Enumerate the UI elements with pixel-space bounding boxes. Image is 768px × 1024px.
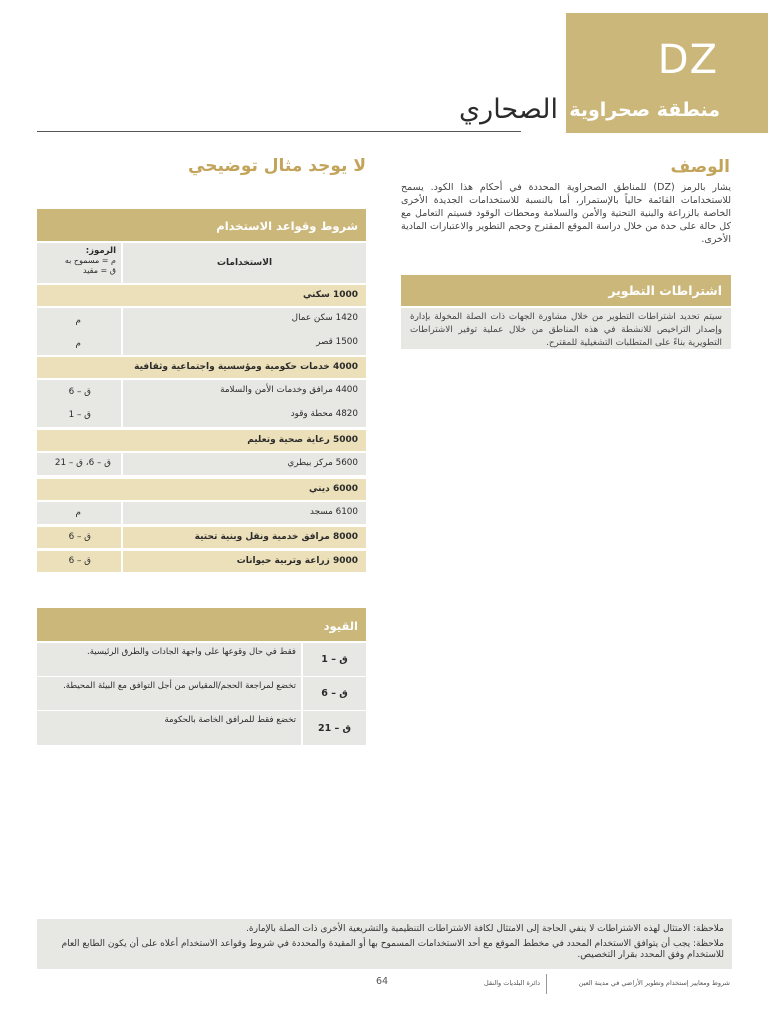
keys-box-1000	[37, 308, 121, 355]
key-1500: م	[75, 339, 81, 349]
use-5600: 5600 مركز بيطري	[287, 458, 358, 468]
note-site-plan: ملاحظة: يجب أن يتوافق الاستخدام المحدد في مخطط الموقع مع أحد الاستخدامات المسموح بها أو المقيدة والمحددة في شروط وقواعد الاستخدام أعلاه على أن يكون الطابع العام للاستخدام وفق المحدد بقرار التخصيص.	[61, 939, 724, 960]
restriction-row	[37, 643, 366, 676]
category-6000: 6000 ديني	[37, 479, 366, 500]
restriction-text: فقط في حال وقوعها على واجهة الجادات والطرق الرئيسية.	[87, 647, 296, 657]
category-5000: 5000 رعاية صحية وتعليم	[37, 430, 366, 451]
category-9000: 9000 زراعة وتربية حيوانات	[123, 551, 366, 572]
use-1420: 1420 سكن عمال	[291, 313, 358, 323]
restriction-text: تخضع لمراجعة الحجم/المقياس من أجل التوافق مع البيئة المحيطة.	[63, 681, 296, 691]
uses-table-header: شروط وقواعد الاستخدام	[37, 209, 366, 241]
zone-code-box	[566, 13, 768, 133]
key-8000: ق – 6	[68, 532, 91, 542]
keys-box-4000	[37, 380, 121, 427]
items-box-4000	[123, 380, 366, 427]
development-text: سيتم تحديد اشتراطات التطوير من خلال مشاورة الجهات ذات الصلة المخولة بإدارة وإصدار التراخيص للانشطة في هذه المناطق من خلال عملية توفير الاشتراطات التطويرية بناءً على المتطلبات التشغيلية للمقترح.	[401, 308, 731, 349]
restriction-row	[37, 677, 366, 710]
restriction-code: ق – 1	[301, 643, 366, 676]
page-number: 64	[376, 976, 389, 987]
footer-separator	[546, 974, 547, 994]
key-9000: ق – 6	[68, 556, 91, 566]
key-legend	[37, 243, 121, 283]
restriction-code: ق – 6	[301, 677, 366, 710]
category-1000: 1000 سكني	[37, 285, 366, 306]
zone-name: منطقة صحراوية	[569, 99, 720, 121]
description-text: يشار بالرمز (DZ) للمناطق الصحراوية المحددة في أحكام هذا الكود. يسمح للاستخدامات القائمة حالياً بالإستمرار، أما بالنسبة للاستخدامات الجديدة الأخرى الخاصة بالزراعة والبنية التحتية والأمن والسلامة ومحطات الوقود فسيتم التعامل مع كل حالة على حدة من خلال دراسة الموقع المقترح وحجم التطوير والاعتبارات المادية الأخرى.	[401, 182, 731, 245]
key-4820: ق – 1	[68, 410, 91, 420]
development-header: اشتراطات التطوير	[401, 275, 731, 306]
footer-document-title: شروط ومعايير إستخدام وتطوير الأراضي في مدينة العين	[578, 979, 730, 987]
page-title: الصحاري	[459, 94, 558, 125]
keys-box-6000	[37, 502, 121, 524]
use-6100: 6100 مسجد	[309, 507, 358, 517]
restriction-row	[37, 711, 366, 745]
restrictions-header: القيود	[37, 608, 366, 641]
notes-box	[37, 919, 732, 969]
description-title: الوصف	[670, 157, 730, 177]
title-underline	[37, 131, 521, 132]
use-4820: 4820 محطة وقود	[290, 409, 358, 419]
uses-column-header: الاستخدامات	[123, 243, 366, 283]
restriction-text: تخضع فقط للمرافق الخاصة بالحكومة	[164, 715, 296, 725]
use-1500: 1500 قصر	[316, 337, 358, 347]
keys-box-8000	[37, 527, 121, 548]
key-conditional: ق = مقيد	[83, 266, 116, 275]
keys-box-9000	[37, 551, 121, 572]
key-1420: م	[75, 316, 81, 326]
footer-department: دائرة البلديات والنقل	[484, 979, 540, 987]
page-footer	[0, 972, 768, 1002]
note-compliance: ملاحظة: الامتثال لهذه الاشتراطات لا ينفي الحاجة إلى الامتثال لكافة الاشتراطات التنظيمية والتشريعية الأخرى ذات الصلة بالإمارة.	[246, 924, 724, 934]
key-5600: ق – 6، ق – 21	[54, 458, 111, 468]
category-4000: 4000 خدمات حكومية ومؤسسية واجتماعية وثقافية	[37, 357, 366, 378]
restriction-code: ق – 21	[301, 711, 366, 745]
use-4400: 4400 مرافق وخدمات الأمن والسلامة	[220, 385, 358, 395]
zone-code: DZ	[657, 37, 718, 83]
items-box-1000	[123, 308, 366, 355]
key-4400: ق – 6	[68, 387, 91, 397]
key-permitted: م = مسموح به	[64, 256, 116, 265]
no-example-label: لا يوجد مثال توضيحي	[188, 156, 366, 176]
items-box-6000	[123, 502, 366, 524]
keys-box-5000	[37, 453, 121, 475]
key-6100: م	[75, 508, 81, 518]
category-8000: 8000 مرافق خدمية ونقل وبنية تحتية	[123, 527, 366, 548]
items-box-5000	[123, 453, 366, 475]
key-title: الرموز:	[85, 246, 116, 256]
